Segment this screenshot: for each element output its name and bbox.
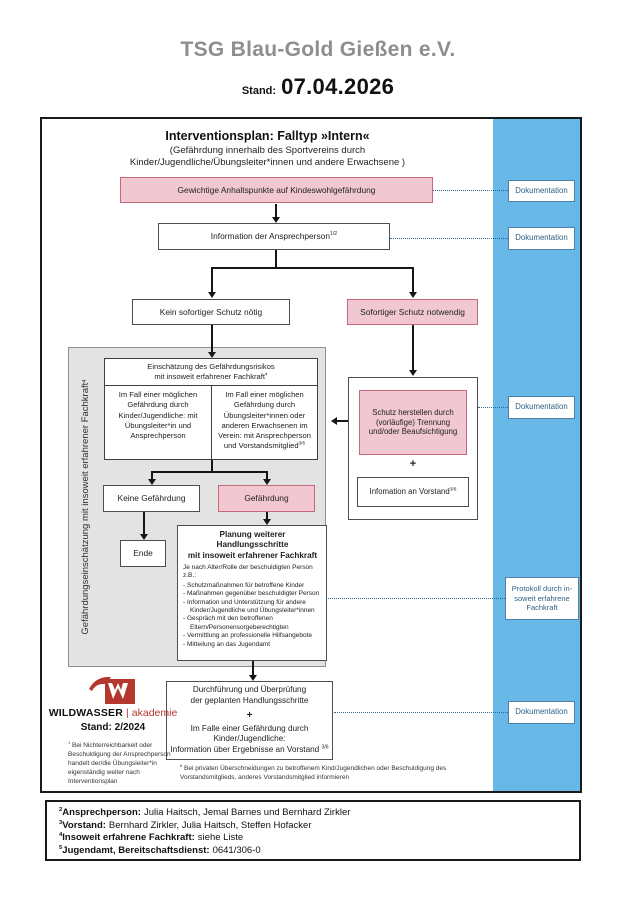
box-schutz-notwendig-label: Sofortiger Schutz notwendig xyxy=(360,306,465,317)
footer-label: Jugendamt, Bereitschaftsdienst: xyxy=(62,844,210,856)
assessment-cell-right-sup: 3/6 xyxy=(298,440,306,446)
connector-assessment-bar xyxy=(151,471,267,473)
footer-label: Vorstand: xyxy=(62,819,106,831)
box-kein-schutz-label: Kein sofortiger Schutz nötig xyxy=(159,306,263,317)
footnote-6-text: Bei privaten Überschneidungen zu betroffenem Kind/Jugendlichen oder Beschuldigung des Vorstandsmitglieds, anderes Vorstandsmitglied informieren xyxy=(180,765,447,782)
vertical-label-strip xyxy=(68,347,102,667)
footnote-1-sup: 1 xyxy=(68,739,71,745)
assessment-cell-left: Im Fall einer möglichen Gefährdung durch Kinder/Jugendliche: mit Übungsleiter*in und Ansprechperson xyxy=(118,390,198,440)
footer-value: Julia Haitsch, Jemal Barnes und Bernhard Zirkler xyxy=(143,807,351,818)
footer-sup: 5 xyxy=(59,844,63,851)
assessment-table-body xyxy=(105,386,317,459)
connector-to-gefaehrdung xyxy=(266,471,268,479)
dokumentation-label: Dokumentation xyxy=(515,707,568,717)
box-anhaltspunkte-label: Gewichtige Anhaltspunkte auf Kindeswohlgefährdung xyxy=(177,184,376,195)
durchfuehrung-line5-sup: 3/6 xyxy=(321,744,329,751)
contacts-footer xyxy=(45,800,581,861)
planung-title-line1: Planung weiterer Handlungsschritte xyxy=(216,530,289,550)
vertical-label: Gefährdungseinschätzung mit insoweit erfahrener Fachkraft 4 xyxy=(79,379,91,635)
logo-divider: | xyxy=(126,707,129,719)
connector-anhaltspunkte-to-information xyxy=(275,204,277,217)
box-info-vorstand-sup: 3/6 xyxy=(449,487,457,493)
box-ende-label: Ende xyxy=(133,548,153,559)
protokoll-line2: soweit erfahrene xyxy=(514,593,570,603)
box-schutz-notwendig xyxy=(347,299,478,325)
footnote-1-text: Bei Nichterreichbarkeit oder Beschuldigung der Ansprechperson handelt der/die Übungsleiter*in eigenständig weiter nach Interventionsplan xyxy=(68,742,171,786)
connector-kein-schutz-to-assessment xyxy=(211,325,213,352)
connector-split-bar xyxy=(211,267,413,269)
logo-sub-brand: akademie xyxy=(131,707,178,719)
box-kein-schutz xyxy=(132,299,290,325)
assessment-header-sup: 4 xyxy=(264,371,268,377)
logo-stand: Stand: 2/2024 xyxy=(80,722,146,733)
box-schutz-herstellen xyxy=(359,390,467,455)
durchfuehrung-line1: Durchführung und Überprüfung xyxy=(192,685,307,695)
box-durchfuehrung xyxy=(166,681,333,760)
assessment-table-header xyxy=(105,359,317,386)
box-information-label: Information der Ansprechperson$^{1/2}$ xyxy=(210,231,338,242)
planung-item: - Information und Unterstützung für andere Kinder/Jugendliche und Übungsleiter*innen xyxy=(183,599,322,616)
wildwasser-logo-text xyxy=(49,707,178,719)
dokumentation-label: Dokumentation xyxy=(515,185,568,195)
footnote-6 xyxy=(180,764,480,782)
logo-brand: WILDWASSER xyxy=(48,707,124,719)
planung-item: - Gespräch mit den betroffenen Eltern/Personensorgeberechtigten xyxy=(183,615,322,632)
dokumentation-box-4 xyxy=(508,701,575,724)
wildwasser-logo-icon xyxy=(87,674,139,706)
assessment-header-line1: Einschätzung des Gefährdungsrisikos xyxy=(147,362,275,372)
planung-item: - Mitteilung an das Jugendamt xyxy=(183,641,322,649)
footer-line-jugendamt xyxy=(59,845,567,858)
footer-sup: 4 xyxy=(59,832,63,839)
box-ende xyxy=(120,540,166,567)
dotted-link-information-dokumentation xyxy=(390,238,508,239)
stand-date: 07.04.2026 xyxy=(281,74,395,99)
dokumentation-box-2 xyxy=(508,227,575,250)
box-gefaehrdung-label: Gefährdung xyxy=(244,493,289,504)
planung-title-line2: mit insoweit erfahrener Fachkraft xyxy=(187,550,318,560)
planung-item: - Maßnahmen gegenüber beschuldigter Person xyxy=(183,590,322,598)
footer-label: Insoweit erfahrene Fachkraft: xyxy=(62,832,195,844)
box-keine-gefaehrdung-label: Keine Gefährdung xyxy=(117,493,186,504)
assessment-cell-right-text: Im Fall einer möglichen Gefährdung durch Übungsleiter*innen oder anderen Erwachsenen im Verein: mit Ansprechperson und Vorstandsmitglied$^{3/6}$ xyxy=(218,390,311,451)
documentation-sidebar xyxy=(493,119,580,791)
footer-value: 0641/306-0 xyxy=(212,844,261,856)
connector-schutz-to-assessment xyxy=(336,420,348,422)
plan-subtitle-line2: Kinder/Jugendliche/Übungsleiter*innen und andere Erwachsene ) xyxy=(129,157,406,169)
footnote-6-sup: 6 xyxy=(180,762,183,768)
footer-label: Ansprechperson: xyxy=(62,807,141,818)
assessment-table xyxy=(104,358,318,460)
connector-to-schutz-notwendig xyxy=(412,267,414,292)
planung-item: - Vermittlung an professionelle Hilfsangebote xyxy=(183,632,322,640)
connector-schutz-notwendig-to-schutz xyxy=(412,325,414,370)
protokoll-box xyxy=(505,577,579,620)
dokumentation-box-1 xyxy=(508,180,575,202)
connector-keine-gefaehrdung-to-ende xyxy=(143,512,145,534)
connector-gefaehrdung-to-planung xyxy=(266,512,268,519)
stand-row xyxy=(0,74,636,100)
durchfuehrung-line3: Im Falle einer Gefährdung durch xyxy=(190,723,309,733)
footer-value: siehe Liste xyxy=(197,832,244,844)
durchfuehrung-line5: Information über Ergebnisse an Vorstand $^{3/6}$ xyxy=(170,744,329,754)
dotted-link-anhaltspunkte-dokumentation xyxy=(433,190,508,191)
box-gefaehrdung xyxy=(218,485,315,512)
dokumentation-label: Dokumentation xyxy=(515,233,568,243)
planung-title xyxy=(183,530,322,561)
dokumentation-label: Dokumentation xyxy=(515,402,568,412)
box-info-vorstand-label: Infomation an Vorstand$^{3/6}$ xyxy=(369,487,457,497)
box-schutz-herstellen-label: Schutz herstellen durch (vorläufige) Trennung und/oder Beaufsichtigung xyxy=(368,407,458,437)
footer-line-ansprechperson xyxy=(59,807,567,820)
dotted-link-schutz-dokumentation xyxy=(478,407,508,408)
planung-intro: Je nach Alter/Rolle der beschuldigten Person z.B.: xyxy=(183,563,313,580)
plus-sign-schutz: + xyxy=(409,458,417,470)
protokoll-line1: Protokoll durch in- xyxy=(511,583,573,593)
assessment-header-line2: mit insoweit erfahrener Fachkraft$^4$ xyxy=(154,371,268,381)
connector-split-stem xyxy=(275,250,277,268)
dotted-link-durchfuehrung-dokumentation xyxy=(334,712,508,713)
connector-to-keine-gefaehrdung xyxy=(151,471,153,479)
plus-sign-durchfuehrung: + xyxy=(246,709,253,721)
durchfuehrung-line4: Kinder/Jugendliche: xyxy=(213,734,286,744)
connector-to-kein-schutz xyxy=(211,267,213,292)
box-anhaltspunkte xyxy=(120,177,433,203)
stand-label: Stand: xyxy=(241,85,277,97)
dotted-link-planung-protokoll xyxy=(328,598,505,599)
plan-subtitle-line1: (Gefährdung innerhalb des Sportvereins durch xyxy=(169,145,366,156)
box-info-vorstand xyxy=(357,477,469,507)
box-information-sup: 1/2 xyxy=(329,231,338,238)
box-keine-gefaehrdung xyxy=(103,485,200,512)
wildwasser-logo-block xyxy=(48,674,178,733)
plan-title: Interventionsplan: Falltyp »Intern« xyxy=(165,129,370,143)
footer-sup: 3 xyxy=(59,819,63,826)
org-title: TSG Blau-Gold Gießen e.V. xyxy=(180,38,456,61)
protokoll-line3: Fachkraft xyxy=(526,603,558,613)
box-information-ansprechperson xyxy=(158,223,390,250)
footer-value: Bernhard Zirkler, Julia Haitsch, Steffen Hofacker xyxy=(108,819,312,831)
box-planung xyxy=(177,525,327,661)
footer-line-fachkraft xyxy=(59,832,567,845)
footer-sup: 2 xyxy=(59,806,63,813)
dokumentation-box-3 xyxy=(508,396,575,419)
footnote-1 xyxy=(68,739,183,786)
connector-planung-to-durchfuehrung xyxy=(252,661,254,675)
assessment-cell-right xyxy=(211,386,317,459)
footer-line-vorstand xyxy=(59,820,567,833)
planung-item: - Schutzmaßnahmen für betroffene Kinder xyxy=(183,582,322,590)
durchfuehrung-line2: der geplanten Handlungsschritte xyxy=(190,696,309,706)
plan-title-block xyxy=(42,129,493,170)
